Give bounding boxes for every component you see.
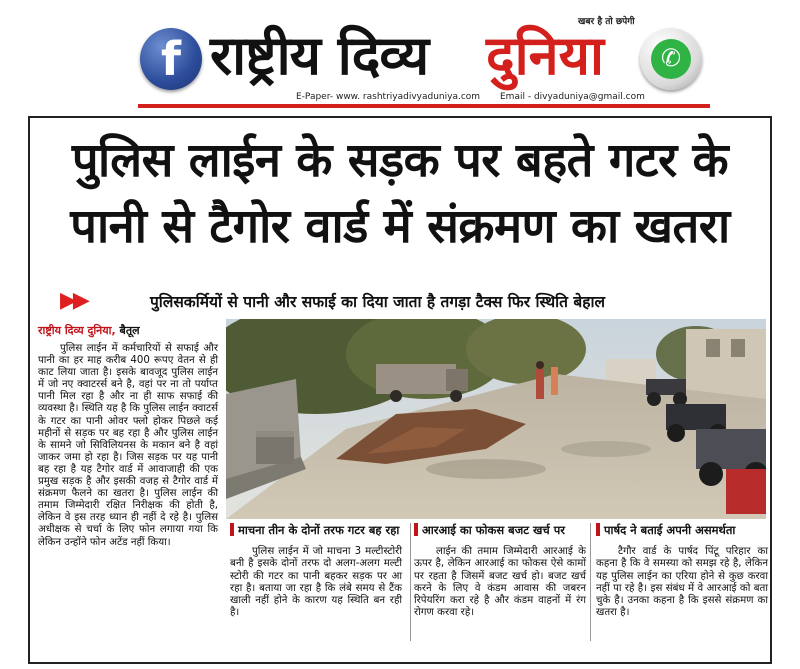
headline-line-1: पुलिस लाईन के सड़क पर बहते गटर के [71,133,729,188]
subheadline: पुलिसकर्मियों से पानी और सफाई का दिया जाता है तगड़ा टैक्स फिर स्थिति बेहाल [150,293,605,311]
newspaper-title-accent: दुनिया [486,24,604,87]
column-2-text: लाईन की तमाम जिम्मेदारी आरआई के ऊपर है, लेकिन आरआई का फोकस ऐसे कामों पर रहता है जिसमें बजट खर्च हो। बजट खर्च करने के लिए वे कंडम आवास की जबरन रिपेयरिंग करा रहे है और कंडम वाहनों में रंग रोगण करवा रहे। [414,546,586,619]
headline-line-2: पानी से टैगोर वार्ड में संक्रमण का खतरा [70,199,730,254]
column-divider [410,523,411,641]
headline [30,128,770,260]
column-1-heading: माचना तीन के दोनों तरफ गटर बह रहा [230,523,399,541]
column-3-heading: पार्षद ने बताई अपनी असमर्थता [596,523,735,541]
facebook-icon: f [140,28,202,90]
whatsapp-icon: ✆ [640,28,702,90]
dateline-source: राष्ट्रीय दिव्य दुनिया, [38,324,116,337]
newspaper-title: राष्ट्रीय दिव्य [210,24,429,87]
article-intro: पुलिस लाईन में कर्मचारियों से सफाई और पानी का हर माह करीब 400 रूपए वेतन से ही काट लिया जाता है। इसके बावजूद पुलिस लाईन में जो नए क्वाटरर्स बने है, वहां पर ना तो पर्याप्त पानी मिल रहा है और ना ही साफ सफाई की व्यवस्था है। स्थिति यह है कि पुलिस लाईन क्वाटर्स के गटर का पानी ओवर फ्लो होकर पिछले कई महीनों से सड़क पर बह रहा है और पुलिस लाईन के सामने जो सिविलियनस के मकान बने है वहां जाकर जमा हो रहा है। जिस सड़क पर यह पानी बह रहा है यह टैगोर वार्ड में आवाजाही की एक प्रमुख सड़क है और इसकी वजह से टैगोर वार्ड में संक्रमण फैलने का खतरा है। पुलिस लाईन की तमाम जिम्मेदारी रक्षित निरीक्षक की होती है, लेकिन वे इस तरह ध्यान ही नहीं दे रहे है। पुलिस अधीक्षक से चर्चा के लिए फोन लगाया गया कि लेकिन उन्होंने फोन अटेंड नहीं किया। [38,343,218,548]
heading-marker [596,523,600,536]
tagline: खबर है तो छपेगी [578,17,635,27]
double-arrow-icon: ▶▶ [60,288,86,313]
masthead [0,0,800,108]
street-photo [226,319,766,519]
column-2-heading: आरआई का फोकस बजट खर्च पर [414,523,565,541]
heading-marker [414,523,418,536]
heading-marker [230,523,234,536]
email-address: Email - divyaduniya@gmail.com [500,92,645,102]
column-1-text: पुलिस लाईन में जो माचना 3 मल्टीस्टोरी बनी है इसके दोनों तरफ दो अलग-अलग मल्टी स्टोरी की गटर का पानी बहकर सड़क पर आ रहा है। बताया जा रहा है कि लंबे समय से टैंक खाली नहीं होने के कारण यह स्थिति बन रही है। [230,546,402,619]
column-divider [590,523,591,641]
epaper-url: E-Paper- www. rashtriyadivyaduniya.com [296,92,481,102]
dateline-place: बैतूल [119,324,140,337]
dateline [38,323,140,338]
column-3-text: टैगौर वार्ड के पार्षद पिंटू परिहार का कहना है कि वे समस्या को समझ रहे है, लेकिन यह पुलिस लाईन का एरिया होने से कुछ करवा नहीं पा रहे है। इस संबंध में वे आरआई को बता चुके है। उनका कहना है कि इससे संक्रमण का खतरा है। [596,546,768,619]
masthead-divider [138,104,710,108]
